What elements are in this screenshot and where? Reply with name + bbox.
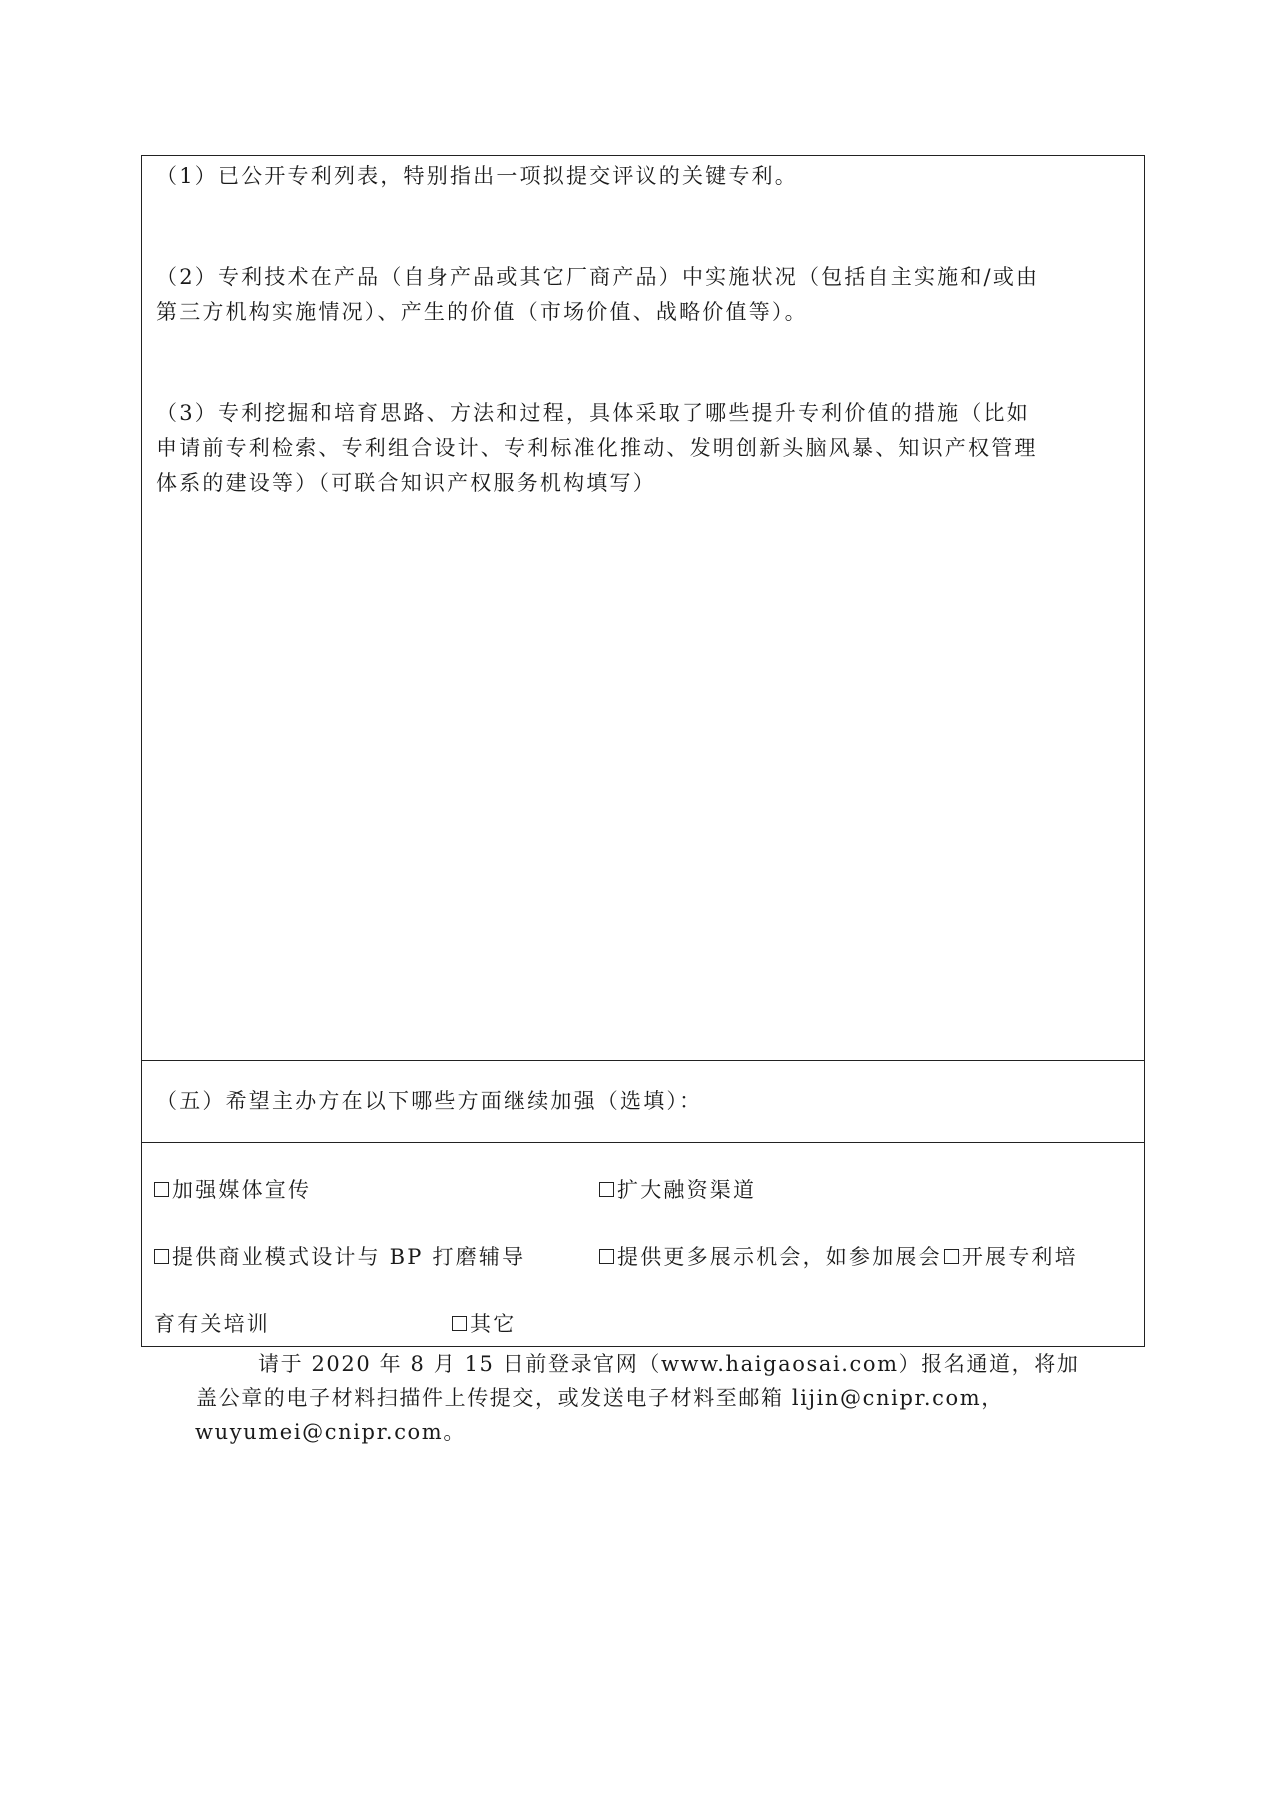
option-other[interactable]: [452, 1308, 516, 1338]
checkbox-training[interactable]: [944, 1249, 959, 1264]
item-3-line-3: 体系的建设等）（可联合知识产权服务机构填写）: [156, 471, 656, 495]
option-exhibition[interactable]: [599, 1241, 1078, 1271]
submission-instructions: [196, 1347, 1096, 1449]
section-five-title: （五）希望主办方在以下哪些方面继续加强（选填）：: [156, 1089, 703, 1113]
item-2-line-2: 第三方机构实施情况）、产生的价值（市场价值、战略价值等）。: [156, 300, 808, 324]
option-training-continued: [154, 1308, 270, 1338]
item-2-line-1: （2）专利技术在产品（自身产品或其它厂商产品）中实施状况（包括自主实施和/或由: [156, 265, 1040, 289]
instructions-line-2: 盖公章的电子材料扫描件上传提交，或发送电子材料至邮箱 lijin@cnipr.com，: [196, 1386, 1004, 1410]
section-five-header: [142, 1061, 1144, 1143]
item-3-line-1: （3）专利挖掘和培育思路、方法和过程，具体采取了哪些提升专利价值的措施（比如: [156, 401, 1030, 425]
option-financing-label: 扩大融资渠道: [617, 1178, 757, 1202]
item-3-text: [156, 396, 1131, 501]
item-2-text: [156, 260, 1131, 330]
option-bp-label: 提供商业模式设计与 BP 打磨辅导: [172, 1245, 526, 1269]
checkbox-other[interactable]: [452, 1316, 467, 1331]
option-training-label-part2: 育有关培训: [154, 1312, 270, 1336]
checkbox-financing[interactable]: [599, 1182, 614, 1197]
patent-info-section[interactable]: [142, 156, 1144, 1061]
instructions-line-3: wuyumei@cnipr.com。: [195, 1420, 466, 1444]
application-form-table: [141, 155, 1145, 1347]
option-training-label-part1: 开展专利培: [961, 1245, 1078, 1269]
option-media[interactable]: [154, 1174, 311, 1204]
item-3-line-2: 申请前专利检索、专利组合设计、专利标准化推动、发明创新头脑风暴、知识产权管理: [156, 436, 1038, 460]
option-media-label: 加强媒体宣传: [172, 1178, 312, 1202]
option-exhibition-label: 提供更多展示机会，如参加展会: [617, 1245, 942, 1269]
checkbox-exhibition[interactable]: [599, 1249, 614, 1264]
option-other-label: 其它: [470, 1312, 517, 1336]
checkbox-media[interactable]: [154, 1182, 169, 1197]
checkbox-bp[interactable]: [154, 1249, 169, 1264]
option-bp[interactable]: [154, 1241, 525, 1271]
option-financing[interactable]: [599, 1174, 756, 1204]
instructions-line-1: 请于 2020 年 8 月 15 日前登录官网（www.haigaosai.com）报名通道，将加: [258, 1352, 1080, 1376]
item-1-text: （1）已公开专利列表，特别指出一项拟提交评议的关键专利。: [156, 164, 798, 188]
